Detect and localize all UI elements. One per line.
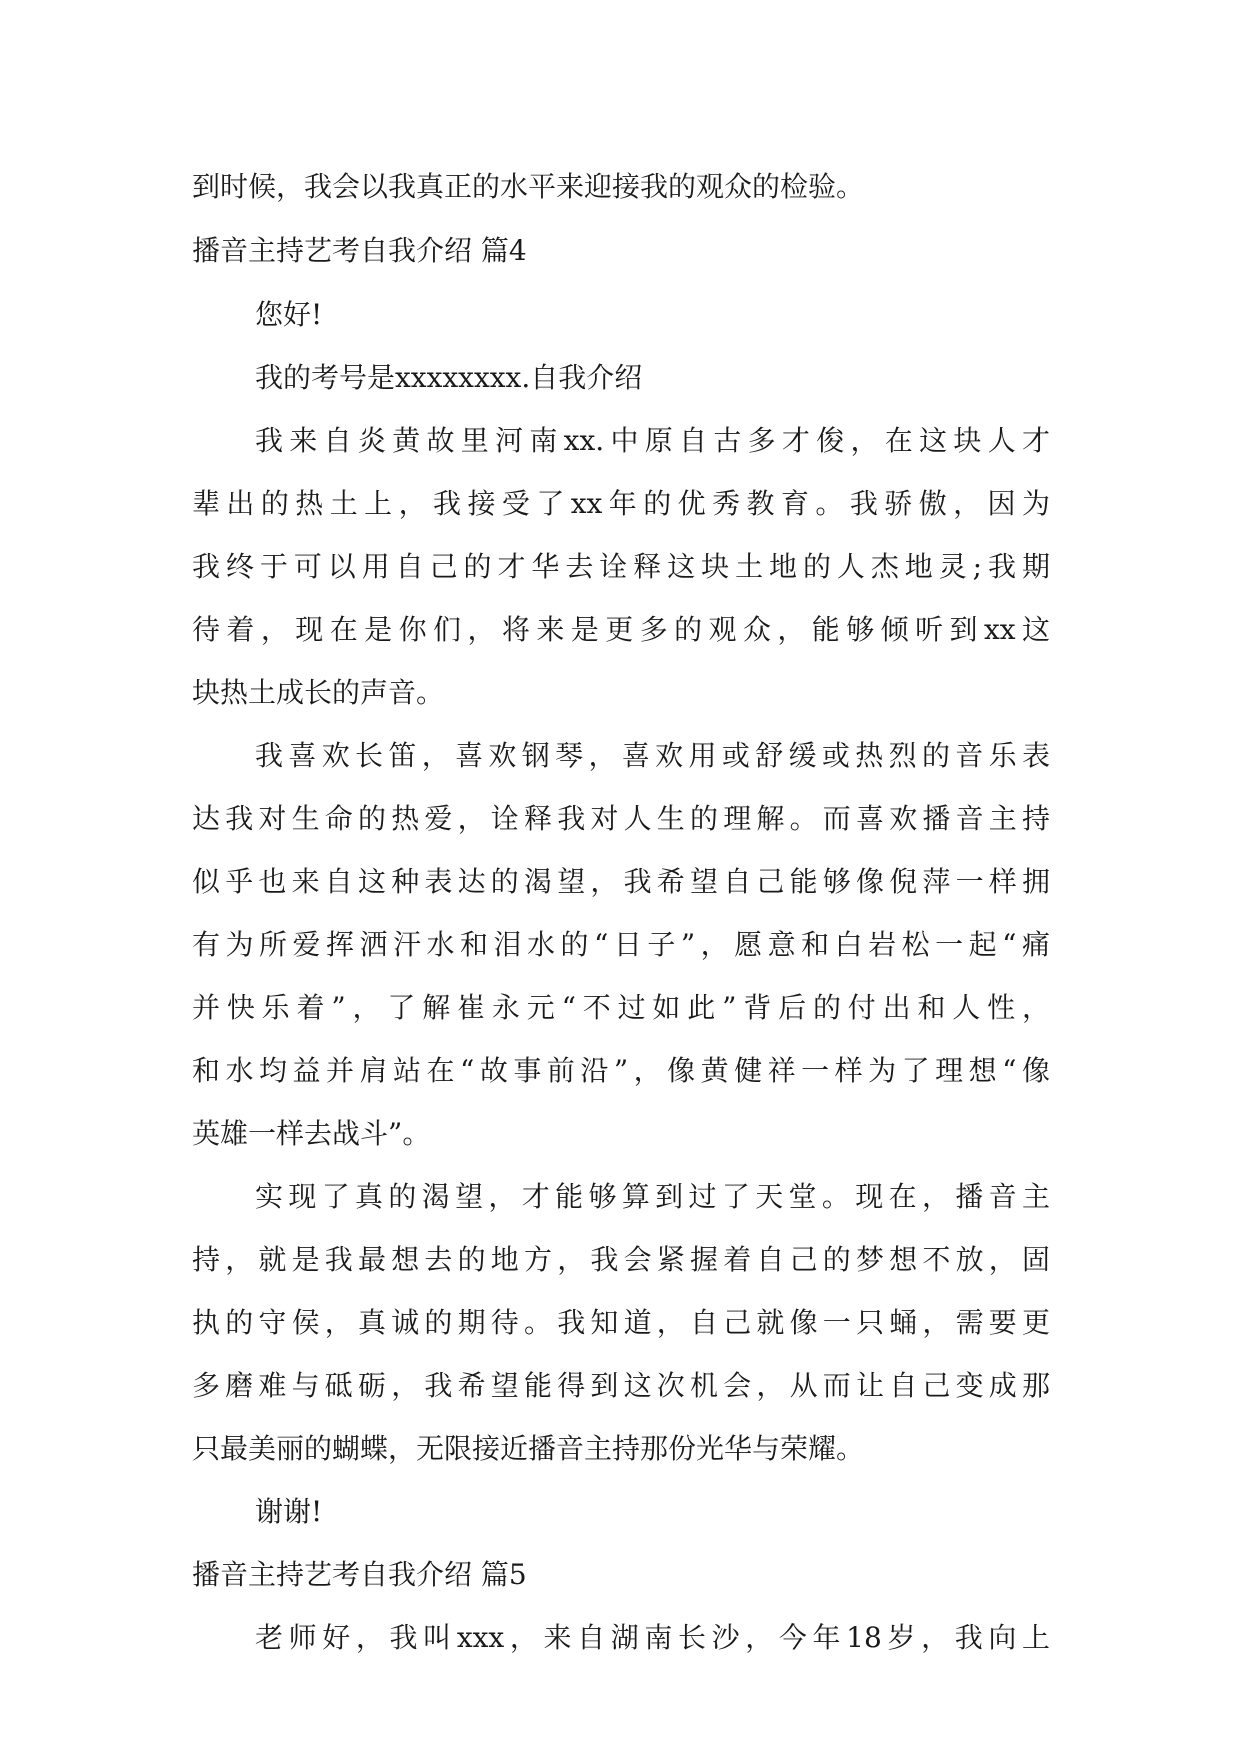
text-line: 似乎也来自这种表达的渴望，我希望自己能够像倪萍一样拥 bbox=[192, 865, 1050, 898]
text-line: 我终于可以用自己的才华去诠释这块土地的人杰地灵;我期 bbox=[192, 550, 1050, 583]
text-line: 待着，现在是你们，将来是更多的观众，能够倾听到xx这 bbox=[192, 613, 1050, 646]
text-line: 只最美丽的蝴蝶，无限接近播音主持那份光华与荣耀。 bbox=[192, 1432, 865, 1465]
text-line: 我喜欢长笛，喜欢钢琴，喜欢用或舒缓或热烈的音乐表 bbox=[255, 739, 1050, 772]
text-line: 达我对生命的热爱，诠释我对人生的理解。而喜欢播音主持 bbox=[192, 802, 1050, 835]
text-line: 辈出的热土上，我接受了xx年的优秀教育。我骄傲，因为 bbox=[192, 487, 1050, 520]
section-heading: 播音主持艺考自我介绍 篇5 bbox=[192, 1558, 527, 1591]
text-line: 我来自炎黄故里河南xx.中原自古多才俊，在这块人才 bbox=[255, 424, 1050, 457]
text-line: 执的守侯，真诚的期待。我知道，自己就像一只蛹，需要更 bbox=[192, 1306, 1050, 1339]
text-line: 持，就是我最想去的地方，我会紧握着自己的梦想不放，固 bbox=[192, 1243, 1050, 1276]
text-line: 英雄一样去战斗”。 bbox=[192, 1117, 431, 1150]
text-line: 和水均益并肩站在“故事前沿”，像黄健祥一样为了理想“像 bbox=[192, 1054, 1050, 1087]
text-line: 块热土成长的声音。 bbox=[192, 676, 445, 709]
greeting-line: 您好! bbox=[255, 298, 323, 331]
text-line: 有为所爱挥洒汗水和泪水的“日子”，愿意和白岩松一起“痛 bbox=[192, 928, 1050, 961]
text-line: 到时候，我会以我真正的水平来迎接我的观众的检验。 bbox=[192, 170, 865, 203]
closing-line: 谢谢! bbox=[255, 1495, 323, 1528]
text-line: 并快乐着”，了解崔永元“不过如此”背后的付出和人性， bbox=[192, 991, 1050, 1024]
text-line: 实现了真的渴望，才能够算到过了天堂。现在，播音主 bbox=[255, 1180, 1050, 1213]
text-line: 老师好，我叫xxx，来自湖南长沙，今年18岁，我向上 bbox=[255, 1621, 1050, 1654]
text-line: 我的考号是xxxxxxxx.自我介绍 bbox=[255, 361, 643, 394]
section-heading: 播音主持艺考自我介绍 篇4 bbox=[192, 234, 527, 267]
text-line: 多磨难与砥砺，我希望能得到这次机会，从而让自己变成那 bbox=[192, 1369, 1050, 1402]
